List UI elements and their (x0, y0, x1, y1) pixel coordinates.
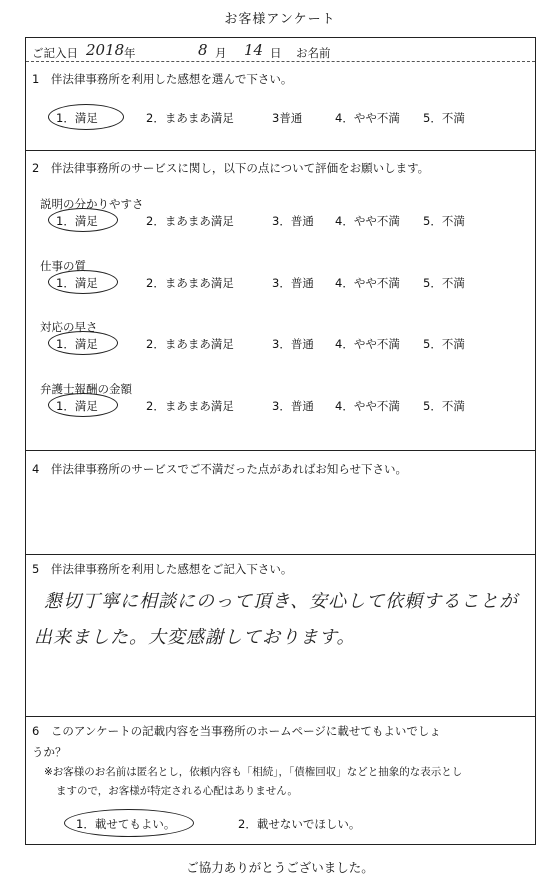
q2-item-1-option-3[interactable]: 3．普通 (272, 214, 314, 228)
q2-item-4-option-4[interactable]: 4．やや不満 (335, 399, 400, 413)
q2-item-1-option-4[interactable]: 4．やや不満 (335, 214, 400, 228)
q5-answer-line-2[interactable]: 出来ました。大変感謝しております。 (34, 627, 356, 648)
q2-item-3-label: 対応の早さ (40, 320, 98, 334)
q2-item-4-option-2[interactable]: 2．まあまあ満足 (146, 399, 234, 413)
q2-item-1-selection-circle (48, 208, 118, 232)
q1-option-2[interactable]: 2．まあまあ満足 (146, 111, 234, 125)
q2-item-4-label: 弁護士報酬の金額 (40, 382, 132, 396)
section-q2 (26, 150, 535, 450)
q2-item-2-selection-circle (48, 270, 118, 294)
q1-option-4[interactable]: 4．やや不満 (335, 111, 400, 125)
q2-item-3-selection-circle (48, 331, 118, 355)
q4-question: 4 伴法律事務所のサービスでご不満だった点があればお知らせ下さい。 (32, 462, 407, 476)
q2-item-1-label: 説明の分かりやすさ (40, 197, 144, 211)
section-q4 (26, 450, 535, 554)
q2-question: 2 伴法律事務所のサービスに関し，以下の点について評価をお願いします。 (32, 161, 430, 175)
q2-item-1-options (48, 211, 518, 233)
section-q6 (26, 716, 535, 846)
day-value[interactable]: 14 (244, 41, 264, 59)
q2-item-4-selection-circle (48, 393, 118, 417)
q1-option-1[interactable]: 1．満足 (56, 111, 98, 125)
q2-item-2-option-1[interactable]: 1．満足 (56, 276, 98, 290)
q2-item-2-option-4[interactable]: 4．やや不満 (335, 276, 400, 290)
q2-item-2-option-5[interactable]: 5．不満 (423, 276, 465, 290)
year-unit: 年 (124, 46, 136, 60)
q2-item-1-option-2[interactable]: 2．まあまあ満足 (146, 214, 234, 228)
q1-question: 1 伴法律事務所を利用した感想を選んで下さい。 (32, 72, 293, 86)
q6-question-line-2: うか？ (32, 745, 67, 759)
q2-item-4-option-5[interactable]: 5．不満 (423, 399, 465, 413)
date-label: ご記入日 (32, 46, 78, 60)
footer-thanks: ご協力ありがとうございました。 (186, 860, 374, 875)
q2-item-4-option-1[interactable]: 1．満足 (56, 399, 98, 413)
q2-item-1-option-5[interactable]: 5．不満 (423, 214, 465, 228)
day-unit: 日 (270, 46, 282, 60)
section-q5 (26, 554, 535, 716)
q6-note-line-2: ますので，お客様が特定される心配はありません。 (56, 785, 298, 797)
q2-item-2-options (48, 273, 518, 295)
q1-selection-circle (48, 104, 124, 130)
q6-question-line-1: 6 このアンケートの記載内容を当事務所のホームページに載せてもよいでしょ (32, 724, 441, 738)
q5-answer-line-1[interactable]: 懇切丁寧に相談にのって頂き、安心して依頼することが (44, 591, 519, 612)
q6-option-1[interactable]: 1．載せてもよい。 (76, 817, 176, 831)
q2-item-2-option-3[interactable]: 3．普通 (272, 276, 314, 290)
q2-item-4-option-3[interactable]: 3．普通 (272, 399, 314, 413)
q6-note-line-1: ※お客様のお名前は匿名とし，依頼内容も「相続」，「債権回収」などと抽象的な表示とし (44, 766, 463, 778)
header-row (26, 38, 535, 62)
q5-question: 5 伴法律事務所を利用した感想をご記入下さい。 (32, 562, 293, 576)
name-label: お名前 (296, 46, 331, 60)
q2-item-4-options (48, 396, 518, 418)
q1-option-5[interactable]: 5．不満 (423, 111, 465, 125)
q2-item-3-option-5[interactable]: 5．不満 (423, 337, 465, 351)
section-q1 (26, 62, 535, 150)
form-title: お客様アンケート (224, 12, 336, 27)
q2-item-3-option-4[interactable]: 4．やや不満 (335, 337, 400, 351)
q2-item-3-option-2[interactable]: 2．まあまあ満足 (146, 337, 234, 351)
year-value[interactable]: 2018 (86, 41, 125, 59)
month-unit: 月 (215, 46, 227, 60)
survey-form (25, 37, 536, 845)
q2-item-1-option-1[interactable]: 1．満足 (56, 214, 98, 228)
q1-options (48, 108, 518, 130)
month-value[interactable]: 8 (198, 41, 208, 59)
q2-item-3-option-3[interactable]: 3．普通 (272, 337, 314, 351)
q6-option-2[interactable]: 2．載せないでほしい。 (238, 817, 361, 831)
q6-selection-circle (64, 809, 194, 837)
q2-item-3-options (48, 334, 518, 356)
q2-item-2-label: 仕事の質 (40, 259, 86, 273)
q1-option-3[interactable]: 3普通 (272, 111, 303, 125)
q2-item-3-option-1[interactable]: 1．満足 (56, 337, 98, 351)
q2-item-2-option-2[interactable]: 2．まあまあ満足 (146, 276, 234, 290)
